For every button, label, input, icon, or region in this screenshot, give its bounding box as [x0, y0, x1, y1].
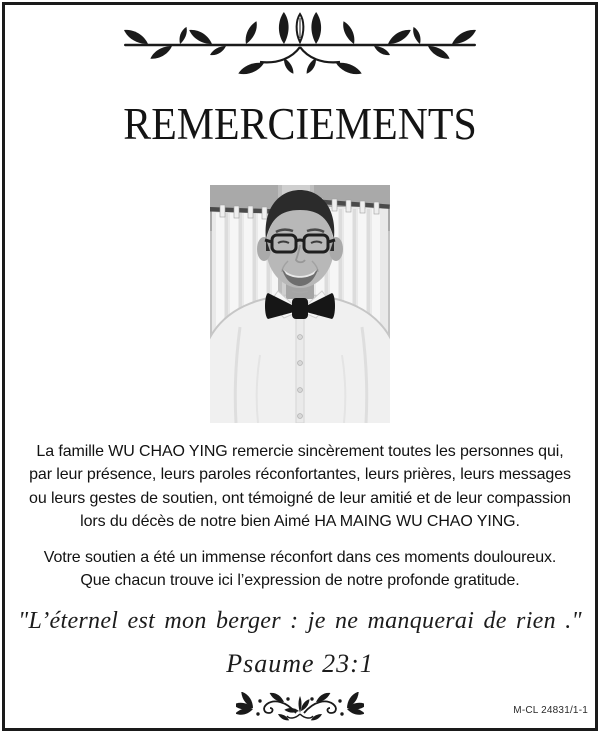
title-row [5, 99, 595, 149]
gratitude-line: Votre soutien a été un immense réconfort dans ces moments douloureux. [43, 549, 557, 566]
thanks-line: lors du décès de notre bien Aimé HA MAING WU CHAO YING. [80, 513, 520, 531]
gratitude-paragraph [9, 546, 591, 593]
thanks-line: La famille WU CHAO YING remercie sincèrement toutes les personnes qui, [36, 443, 564, 460]
gratitude-line: Que chacun trouve ici l’expression de notre profonde gratitude. [80, 572, 520, 590]
thanks-line: ou leurs gestes de soutien, ont témoigné de leur amitié et de leur compassion [29, 489, 571, 507]
memorial-card [2, 2, 598, 731]
leafy-branch-divider-icon [114, 11, 486, 77]
thanks-paragraph [9, 440, 591, 534]
floral-flourish-icon [236, 692, 364, 722]
page-title: REMERCIEMENTS [123, 99, 477, 149]
scripture-source: Psaume 23:1 [226, 649, 374, 678]
reference-number: M-CL 24831/1-1 [513, 705, 588, 716]
scripture-quote: "L’éternel est mon berger : je ne manquerai de rien ." [18, 608, 582, 634]
portrait-photo [210, 185, 390, 423]
thanks-line: par leur présence, leurs paroles réconfortantes, leurs prières, leurs messages [29, 466, 571, 484]
